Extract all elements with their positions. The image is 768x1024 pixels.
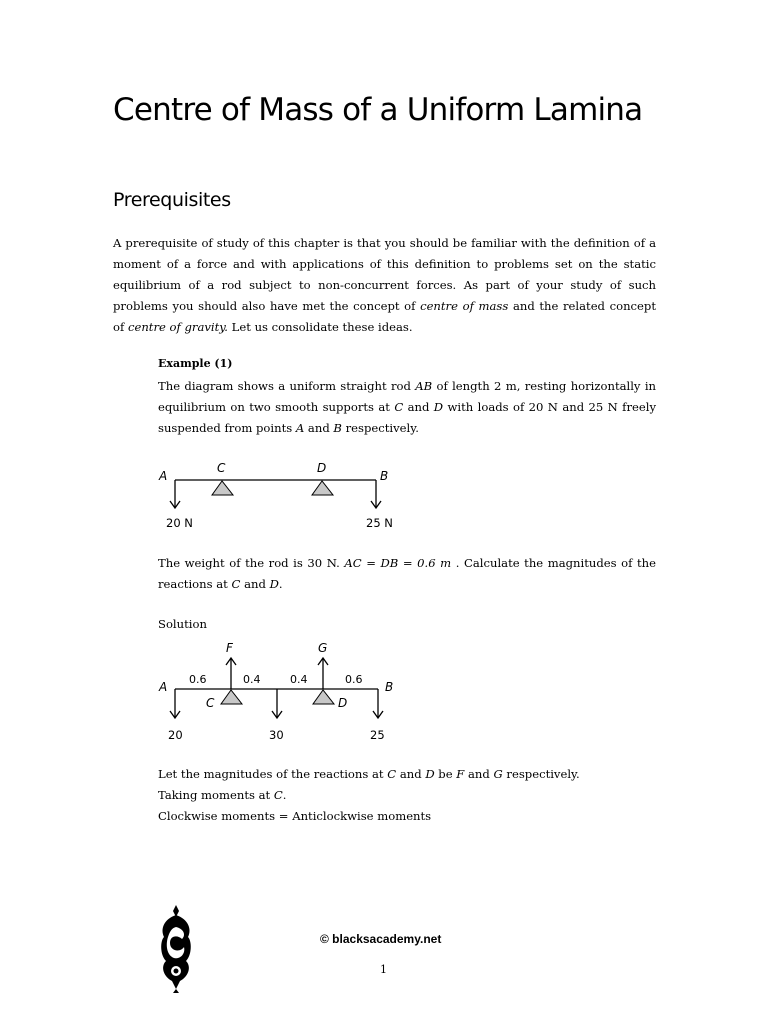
label-a: A [159, 680, 168, 694]
page-number: 1 [380, 963, 387, 976]
example-title: Example (1) [158, 357, 233, 370]
solution-line-2: Taking moments at C. [158, 788, 287, 802]
load-label-a: 20 [168, 728, 183, 742]
intro-paragraph: A prerequisite of study of this chapter is that you should be familiar with the definition of a moment of a force and with applications of this definition to problems set on the static equilibrium of a rod subject to non-concurrent forces. As part of your study of such problems you should also have met the concept of centre of mass and the related concept of centre of gravity. Let us consolidate these ideas. [113, 236, 656, 334]
distance-db: 0.6 [345, 673, 363, 686]
label-a: A [159, 469, 168, 483]
rod-diagram [150, 455, 410, 535]
label-f: F [226, 641, 233, 655]
load-label-mid: 30 [269, 728, 284, 742]
label-g: G [318, 641, 328, 655]
distance-ac: 0.6 [189, 673, 207, 686]
load-label-a: 20 N [166, 516, 193, 530]
label-c: C [206, 696, 215, 710]
label-c: C [217, 461, 226, 475]
distance-c-mid: 0.4 [243, 673, 261, 686]
solution-text [158, 764, 580, 827]
label-b: B [385, 680, 394, 694]
weight-statement: The weight of the rod is 30 N. AC = DB = 0.6 m . Calculate the magnitudes of the reactions at C and D. [158, 556, 656, 591]
solution-line-1: Let the magnitudes of the reactions at C and D be F and G respectively. [158, 767, 580, 781]
page-title: Centre of Mass of a Uniform Lamina [113, 92, 643, 128]
example-description: The diagram shows a uniform straight rod AB of length 2 m, resting horizontally in equilibrium on two smooth supports at C and D with loads of 20 N and 25 N freely suspended from points A and B respectively. [158, 379, 656, 435]
footer-copyright: © blacksacademy.net [320, 932, 442, 946]
support-d [312, 481, 333, 495]
label-d: D [338, 696, 348, 710]
solution-label: Solution [158, 617, 207, 631]
support-c [221, 690, 242, 704]
load-label-b: 25 [370, 728, 385, 742]
label-b: B [380, 469, 389, 483]
ornament-logo-icon [158, 905, 194, 993]
force-diagram [150, 637, 410, 752]
solution-line-3: Clockwise moments = Anticlockwise moments [158, 809, 432, 823]
section-heading: Prerequisites [113, 189, 231, 211]
distance-mid-d: 0.4 [290, 673, 308, 686]
support-c [212, 481, 233, 495]
label-d: D [317, 461, 327, 475]
load-label-b: 25 N [366, 516, 393, 530]
support-d [313, 690, 334, 704]
